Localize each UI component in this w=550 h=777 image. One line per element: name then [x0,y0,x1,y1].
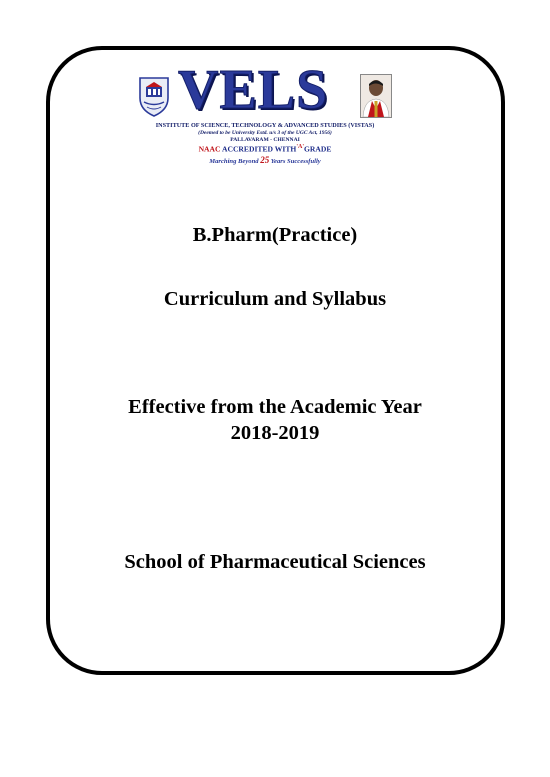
school-name: School of Pharmaceutical Sciences [124,551,426,573]
tagline-post: Years Successfully [270,158,321,165]
institute-name: INSTITUTE OF SCIENCE, TECHNOLOGY & ADVANCED STUDIES (VISTAS) [155,122,375,129]
tagline-number: 25 [260,155,270,165]
founder-portrait-icon [360,74,392,118]
institution-header [130,59,430,174]
vels-logo-wordmark: VELS [178,59,329,121]
naac-suffix: GRADE [304,144,332,154]
naac-grade: 'A' [296,144,304,150]
tagline-pre: Marching Beyond [209,158,259,165]
naac-prefix: NAAC [198,144,221,154]
program-title: B.Pharm(Practice) [192,224,358,246]
naac-accreditation [130,144,400,154]
deemed-status: (Deemed to be University Estd. u/s 3 of the UGC Act, 1956) [198,130,332,136]
academic-year: 2018-2019 [230,422,320,444]
effective-label: Effective from the Academic Year [128,396,422,418]
document-type: Curriculum and Syllabus [163,288,387,310]
naac-text: ACCREDITED WITH [221,144,297,154]
university-seal-icon [134,74,174,118]
location: PALLAVARAM - CHENNAI [230,137,300,143]
tagline [130,155,400,165]
